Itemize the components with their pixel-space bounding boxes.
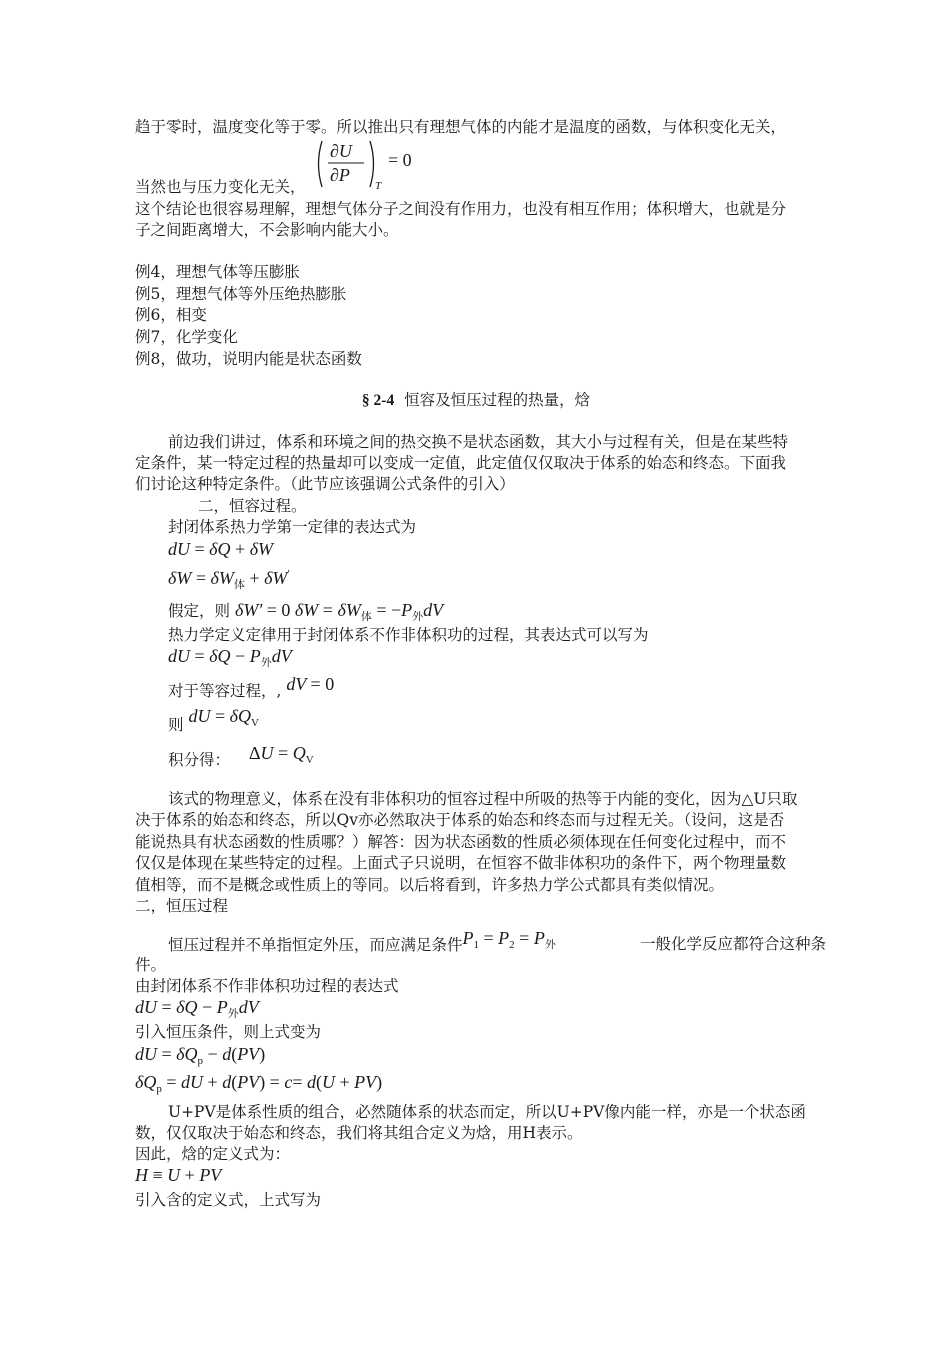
example-item: 例5，理想气体等外压绝热膨胀	[135, 285, 347, 303]
text-line: 前边我们讲过，体系和环境之间的热交换不是状态函数，其大小与过程有关，但是在某些特	[168, 433, 789, 451]
text-line: 因此，焓的定义式为：	[135, 1145, 291, 1163]
text-line: 趋于零时，温度变化等于零。所以推出只有理想气体的内能才是温度的函数，与体积变化无关，	[135, 118, 787, 136]
then-line	[168, 706, 259, 742]
section-heading	[0, 389, 952, 412]
text-line: 能说热具有状态函数的性质哪？）解答：因为状态函数的性质必须体现在任何变化过程中，而不	[135, 833, 787, 851]
formula-du-qp: dU = $\delta Q_p - d(PV)$	[135, 1044, 266, 1067]
text-line: 值相等，而不是概念或性质上的等同。以后将看到，许多热力学公式都具有类似情况。	[135, 876, 725, 894]
formula-qp: $\delta Q_p$ = dU + d(PV) = c= d(U + PV)	[135, 1072, 383, 1095]
text-line: 由封闭体系不作非体积功过程的表达式	[135, 977, 399, 995]
svg-text:T: T	[375, 180, 382, 192]
assume-label: 假定，则	[168, 602, 231, 620]
text-line: 封闭体系热力学第一定律的表达式为	[168, 518, 417, 536]
formula-pressure-condition: $P_1 = P_2 = P_外$	[462, 928, 556, 951]
isochoric-label: 对于等容过程，,	[168, 682, 282, 700]
then-label: 则	[168, 716, 184, 734]
formula-assume: δW′ = 0 $\delta W = \delta W_体 = -P_外dV$	[234, 600, 444, 623]
text-line: 该式的物理意义，体系在没有非体积功的恒容过程中所吸的热等于内能的变化，因为△U只取	[168, 790, 798, 808]
formula-work-split: $\delta W = \delta W_体 + \delta W'$	[168, 568, 290, 591]
integrate-label: 积分得：	[168, 751, 231, 769]
partial-derivative-formula	[312, 135, 432, 193]
formula-dv-zero: dV = 0	[286, 674, 335, 694]
formula-du-ext-2: dU = $\delta Q - P_外dV$	[135, 997, 259, 1020]
example-item: 例6，相变	[135, 306, 207, 324]
sub-ti: 体	[360, 611, 372, 623]
sub-wai: 外	[227, 1008, 239, 1020]
text-line: 仅仅是体现在某些特定的过程。上面式子只说明，在恒容不做非体积功的条件下，两个物理量数	[135, 854, 787, 872]
formula-du-ext: dU = $\delta Q - P_外dV$	[168, 646, 292, 669]
text-line: 子之间距离增大，不会影响内能大小。	[135, 221, 399, 239]
text-line: 热力学定义定律用于封闭体系不作非体积功的过程，其表达式可以写为	[168, 626, 649, 644]
text-line: 当然也与压力变化无关，	[135, 178, 306, 196]
formula-delta-u: $\Delta U = Q_V$	[248, 743, 314, 766]
text-line: 定条件，某一特定过程的热量却可以变成一定值，此定值仅仅取决于体系的始态和终态。下面我	[135, 454, 787, 472]
example-item: 例7，化学变化	[135, 328, 238, 346]
sub-wai: 外	[412, 611, 424, 623]
example-item: 例8，做功，说明内能是状态函数	[135, 350, 362, 368]
example-item: 例4，理想气体等压膨胀	[135, 263, 300, 281]
subsection-title: 二，恒容过程。	[198, 497, 307, 515]
text-line: 数，仅仅取决于始态和终态，我们将其组合定义为焓，用H表示。	[135, 1124, 583, 1142]
text-line: 一般化学反应都符合这种条	[640, 935, 827, 953]
isochoric-line	[168, 674, 335, 702]
text-line: 件。	[135, 956, 167, 974]
pressure-condition-label: 恒压过程并不单指恒定外压，而应满足条件	[168, 936, 463, 954]
section-title: 恒容及恒压过程的热量，焓	[404, 391, 591, 409]
text-line: 引入恒压条件，则上式变为	[135, 1023, 322, 1041]
text-line: 决于体系的始态和终态，所以Qv亦必然取决于体系的始态和终态而与过程无关。（设问，这是否	[135, 811, 785, 829]
text-line	[168, 928, 556, 962]
svg-text:∂P: ∂P	[330, 165, 350, 185]
integrate-line	[168, 743, 314, 777]
assume-line	[168, 600, 443, 628]
text-line: U+PV是体系性质的组合，必然随体系的状态而定，所以U+PV像内能一样，亦是一个状态函	[168, 1103, 806, 1121]
sub-wai: 外	[544, 939, 556, 951]
svg-text:= 0: = 0	[388, 150, 412, 170]
sub-ti: 体	[233, 579, 245, 591]
subsection-title: 二，恒压过程	[135, 897, 229, 915]
text-line: 引入含的定义式，上式写为	[135, 1191, 322, 1209]
sub-wai: 外	[260, 657, 272, 669]
formula-enthalpy: H ≡ U + PV	[135, 1165, 222, 1185]
text-line: 们讨论这种特定条件。（此节应该强调公式条件的引入）	[135, 475, 515, 493]
section-number: § 2-4	[361, 392, 395, 409]
formula-du-qv: dU = $\delta Q_V$	[188, 706, 259, 729]
svg-text:∂U: ∂U	[330, 141, 352, 161]
formula-first-law: dU = δQ + δW	[168, 539, 274, 559]
text-line: 这个结论也很容易理解，理想气体分子之间没有作用力，也没有相互作用；体积增大，也就是分	[135, 200, 787, 218]
